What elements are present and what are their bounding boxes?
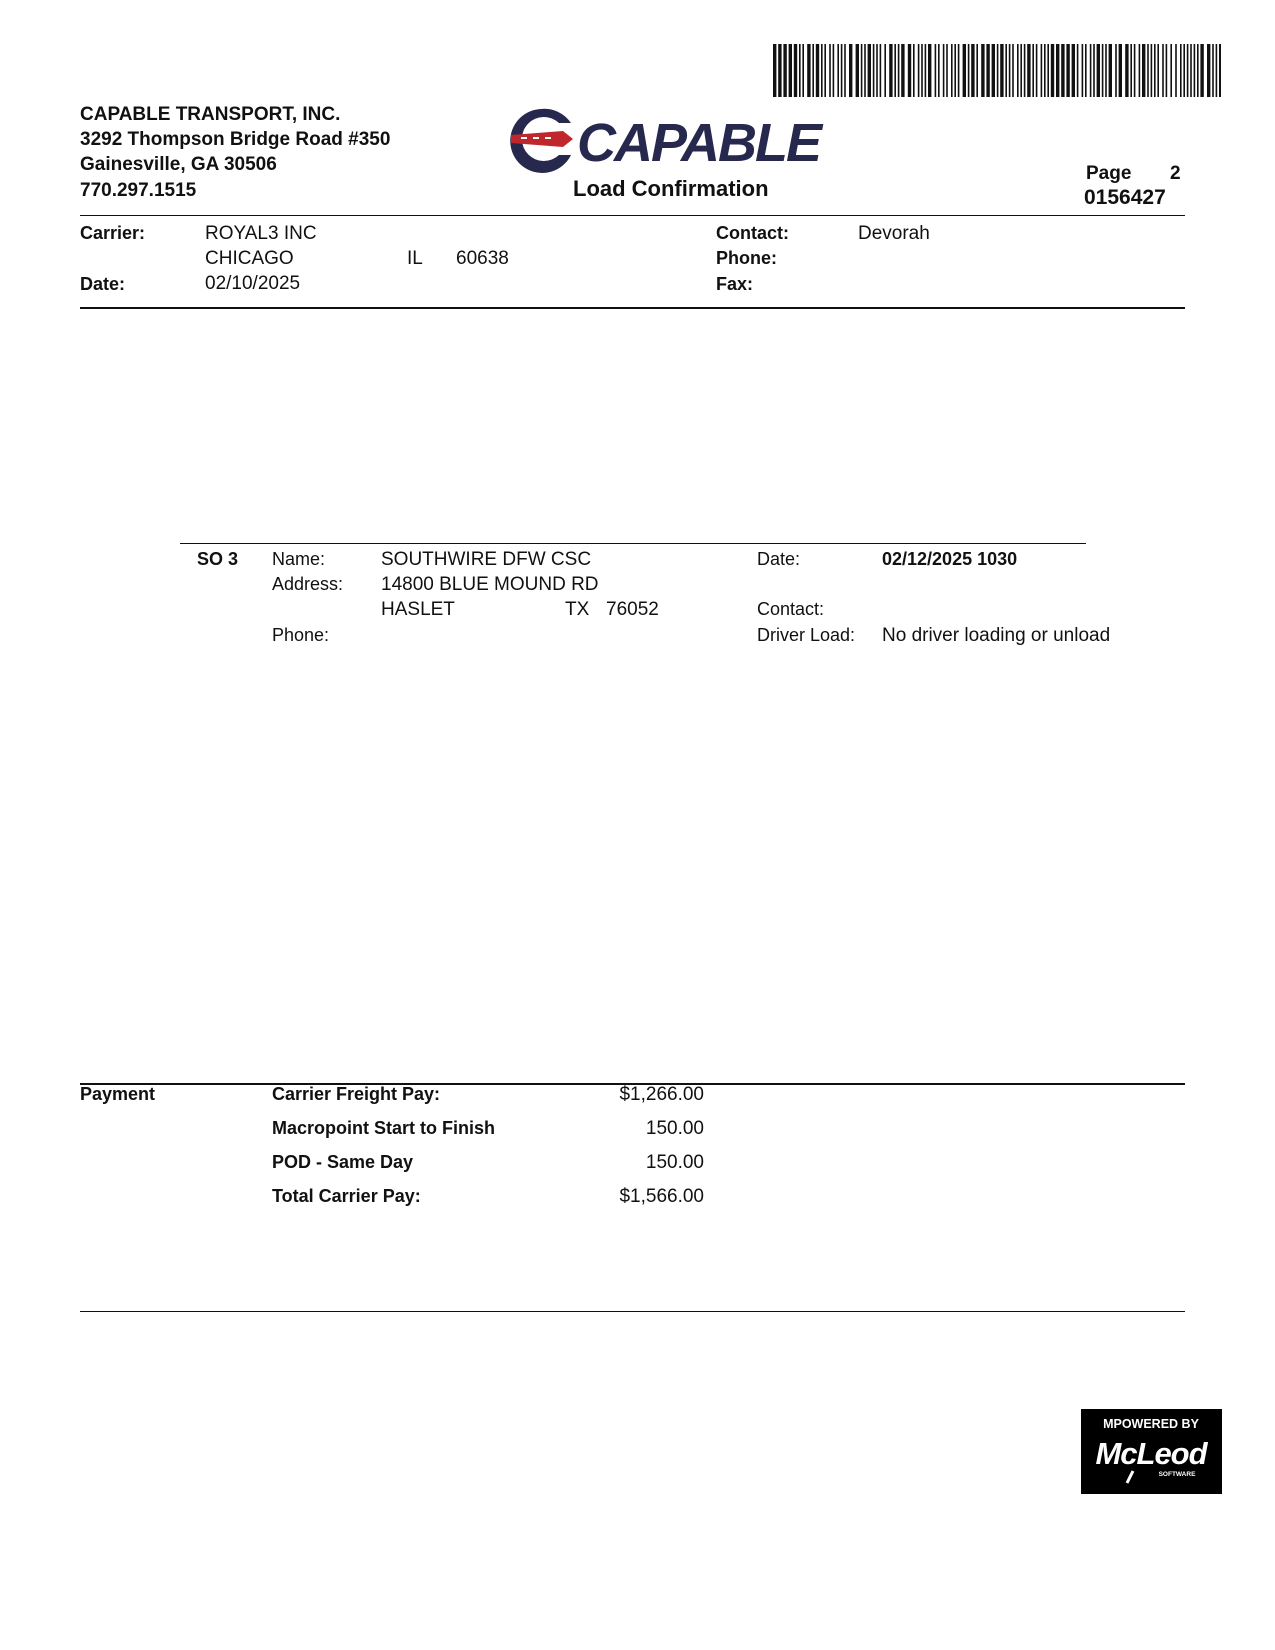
page-label: Page bbox=[1086, 163, 1132, 184]
header-divider bbox=[80, 215, 1185, 216]
payment-line-label: POD - Same Day bbox=[272, 1152, 414, 1172]
payment-total-label: Total Carrier Pay: bbox=[272, 1186, 421, 1206]
company-address-line2: Gainesville, GA 30506 bbox=[80, 154, 277, 175]
payment-total-amount: $1,566.00 bbox=[619, 1186, 704, 1207]
doc-title: Load Confirmation bbox=[573, 176, 769, 201]
capable-road-globe-icon bbox=[510, 109, 573, 173]
capable-logo bbox=[505, 105, 835, 180]
stop-name-label: Name: bbox=[272, 549, 326, 569]
carrier-divider bbox=[80, 307, 1185, 309]
stop-zip: 76052 bbox=[606, 599, 659, 620]
stop-name: SOUTHWIRE DFW CSC bbox=[381, 549, 592, 570]
page-number: 2 bbox=[1170, 163, 1181, 184]
stop-divider bbox=[180, 543, 1086, 544]
driver-load-value: No driver loading or unload bbox=[882, 625, 1111, 646]
stop-address: 14800 BLUE MOUND RD bbox=[381, 574, 599, 595]
carrier-name: ROYAL3 INC bbox=[205, 223, 317, 244]
contact-value: Devorah bbox=[858, 223, 930, 244]
mcleod-powered-badge bbox=[1081, 1409, 1222, 1494]
carrier-city: CHICAGO bbox=[205, 248, 294, 269]
badge-brand-text: McLeod bbox=[1095, 1436, 1207, 1471]
payment-line-amount: 150.00 bbox=[645, 1118, 704, 1139]
carrier-date: 02/10/2025 bbox=[205, 273, 301, 294]
phone-label: Phone: bbox=[716, 248, 777, 268]
stop-contact-label: Contact: bbox=[757, 599, 825, 619]
payment-line-label: Macropoint Start to Finish bbox=[272, 1118, 495, 1138]
payment-line-label: Carrier Freight Pay: bbox=[272, 1084, 441, 1104]
stop-date: 02/12/2025 1030 bbox=[882, 549, 1018, 569]
stop-id: SO 3 bbox=[197, 549, 239, 569]
company-name: CAPABLE TRANSPORT, INC. bbox=[80, 104, 341, 125]
footer-divider bbox=[80, 1311, 1185, 1312]
barcode bbox=[773, 44, 1221, 97]
company-address-line1: 3292 Thompson Bridge Road #350 bbox=[80, 129, 391, 150]
badge-slash-icon bbox=[1127, 1471, 1133, 1483]
company-phone: 770.297.1515 bbox=[80, 180, 197, 201]
logo-wordmark: CAPABLE bbox=[577, 113, 821, 173]
payment-label: Payment bbox=[80, 1084, 156, 1104]
stop-state: TX bbox=[565, 599, 590, 620]
payment-line-amount: 150.00 bbox=[645, 1152, 704, 1173]
carrier-date-label: Date: bbox=[80, 274, 126, 294]
stop-address-label: Address: bbox=[272, 574, 344, 594]
driver-load-label: Driver Load: bbox=[757, 625, 856, 645]
badge-sub-text: SOFTWARE bbox=[1158, 1471, 1196, 1478]
carrier-state: IL bbox=[407, 248, 423, 269]
stop-date-label: Date: bbox=[757, 549, 801, 569]
stop-city: HASLET bbox=[381, 599, 455, 620]
contact-label: Contact: bbox=[716, 223, 789, 243]
carrier-label: Carrier: bbox=[80, 223, 146, 243]
load-number: 0156427 bbox=[1084, 186, 1166, 209]
badge-top-text: MPOWERED BY bbox=[1103, 1417, 1199, 1431]
stop-phone-label: Phone: bbox=[272, 625, 330, 645]
carrier-zip: 60638 bbox=[456, 248, 509, 269]
payment-line-amount: $1,266.00 bbox=[619, 1084, 704, 1105]
fax-label: Fax: bbox=[716, 274, 754, 294]
